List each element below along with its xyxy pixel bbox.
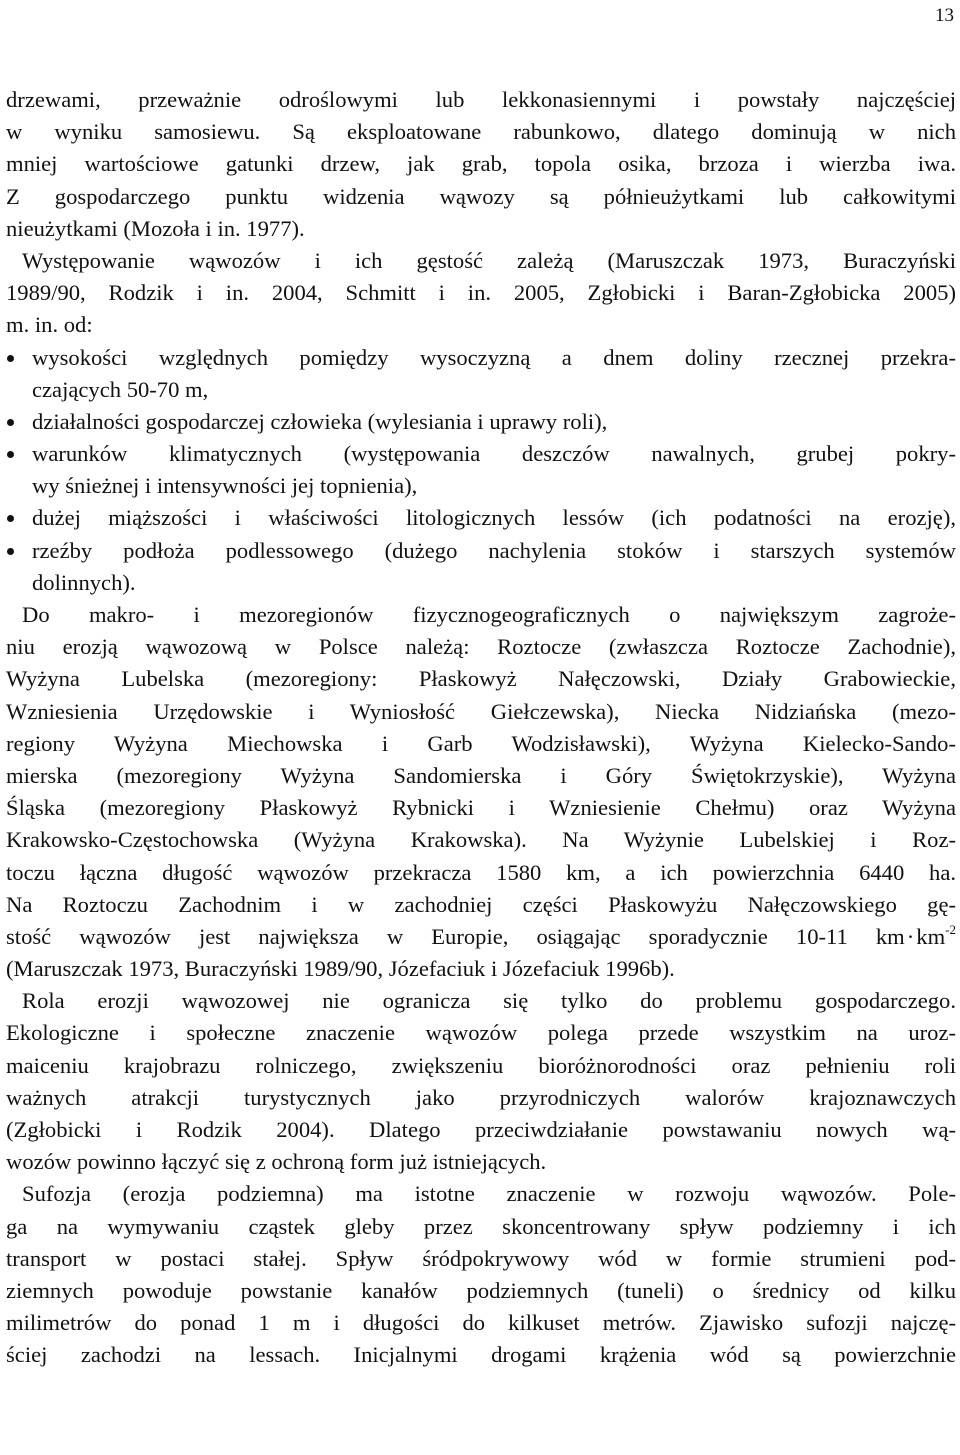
text-line: Krakowsko-Częstochowska (Wyżyna Krakowska). Na Wyżynie Lubelskiej i Roz- — [6, 827, 956, 853]
factor-list — [6, 342, 956, 600]
paragraph-5 — [6, 1178, 956, 1371]
text-line: ga na wymywaniu cząstek gleby przez skoncentrowany spływ podziemny i ich — [6, 1213, 956, 1239]
text-line: m. in. od: — [6, 312, 93, 338]
text-line: 1989/90, Rodzik i in. 2004, Schmitt i in. 2005, Zgłobicki i Baran-Zgłobicka 2005) — [6, 280, 956, 306]
text-line: ważnych atrakcji turystycznych jako przyrodniczych walorów krajoznawczych — [6, 1084, 956, 1110]
list-item — [6, 502, 956, 534]
text-line: transport w postaci stałej. Spływ śródpokrywowy wód w formie strumieni pod- — [6, 1245, 956, 1271]
text-line: wy śnieżnej i intensywności jej topnienia), — [32, 473, 418, 499]
text-line: Wyżyna Lubelska (mezoregiony: Płaskowyż Nałęczowski, Działy Grabowieckie, — [6, 666, 956, 692]
text-line-with-unit — [6, 921, 956, 953]
text-line: działalności gospodarczej człowieka (wylesiania i uprawy roli), — [32, 408, 608, 434]
text-line: czających 50-70 m, — [32, 376, 209, 402]
text-line: mniej wartościowe gatunki drzew, jak grab, topola osika, brzoza i wierzba iwa. — [6, 151, 956, 177]
text-line: toczu łączna długość wąwozów przekracza 1580 km, a ich powierzchnia 6440 ha. — [6, 859, 956, 885]
text-line: Sufozja (erozja podziemna) ma istotne znaczenie w rozwoju wąwozów. Pole- — [22, 1181, 956, 1207]
text-line: regiony Wyżyna Miechowska i Garb Wodzisławski), Wyżyna Kielecko-Sando- — [6, 730, 956, 756]
text-line: Rola erozji wąwozowej nie ogranicza się tylko do problemu gospodarczego. — [22, 988, 956, 1014]
list-item — [6, 406, 956, 438]
text-line: (Maruszczak 1973, Buraczyński 1989/90, Józefaciuk i Józefaciuk 1996b). — [6, 956, 675, 982]
text-line: ściej zachodzi na lessach. Inicjalnymi drogami krążenia wód są powierzchnie — [6, 1342, 956, 1368]
text-line: Śląska (mezoregiony Płaskowyż Rybnicki i Wzniesienie Chełmu) oraz Wyżyna — [6, 795, 956, 821]
text-line: Ekologiczne i społeczne znaczenie wąwozów polega przede wszystkim na uroz- — [6, 1020, 956, 1046]
exponent: -2 — [945, 921, 956, 937]
list-item — [6, 438, 956, 502]
text-line: w wyniku samosiewu. Są eksploatowane rabunkowo, dlatego dominują w nich — [6, 119, 956, 145]
multiplication-dot: · — [906, 923, 915, 949]
page-body — [6, 84, 956, 1372]
text-line: niu erozją wąwozową w Polsce należą: Roztocze (zwłaszcza Roztocze Zachodnie), — [6, 634, 956, 660]
text-line: warunków klimatycznych (występowania deszczów nawalnych, grubej pokry- — [32, 441, 956, 467]
list-item — [6, 535, 956, 599]
paragraph-1 — [6, 84, 956, 245]
text-line: dużej miąższości i właściwości litologicznych lessów (ich podatności na erozję), — [32, 505, 956, 531]
text-line: (Zgłobicki i Rodzik 2004). Dlatego przeciwdziałanie powstawaniu nowych wą- — [6, 1117, 956, 1142]
list-item — [6, 342, 956, 406]
text-line: Na Roztoczu Zachodnim i w zachodniej części Płaskowyżu Nałęczowskiego gę- — [6, 891, 956, 917]
text-line: drzewami, przeważnie odroślowymi lub lekkonasiennymi i powstały najczęściej — [6, 87, 956, 112]
text-line: nieużytkami (Mozoła i in. 1977). — [6, 215, 305, 241]
text-line: maiceniu krajobrazu rolniczego, zwiększeniu bioróżnorodności oraz pełnieniu roli — [6, 1052, 956, 1078]
text-line: mierska (mezoregiony Wyżyna Sandomierska i Góry Świętokrzyskie), Wyżyna — [6, 762, 956, 788]
text-line: rzeźby podłoża podlessowego (dużego nachylenia stoków i starszych systemów — [32, 537, 956, 563]
unit-text: km — [916, 923, 946, 949]
text-line: Wzniesienia Urzędowskie i Wyniosłość Giełczewska), Niecka Nidziańska (mezo- — [6, 698, 956, 724]
text-line: Do makro- i mezoregionów fizycznogeograficznych o największym zagroże- — [22, 602, 956, 627]
text-line: dolinnych). — [32, 569, 136, 595]
text-line: wozów powinno łączyć się z ochroną form już istniejących. — [6, 1149, 547, 1175]
paragraph-3 — [6, 599, 956, 985]
text-line: milimetrów do ponad 1 m i długości do kilkuset metrów. Zjawisko sufozji najczę- — [6, 1310, 956, 1336]
text-line: wysokości względnych pomiędzy wysoczyzną a dnem doliny rzecznej przekra- — [32, 344, 956, 370]
paragraph-2 — [6, 245, 956, 342]
text-line: Z gospodarczego punktu widzenia wąwozy są półnieużytkami lub całkowitymi — [6, 183, 956, 209]
text-line: ziemnych powoduje powstanie kanałów podziemnych (tuneli) o średnicy od kilku — [6, 1277, 956, 1303]
page-number: 13 — [935, 5, 954, 26]
paragraph-4 — [6, 985, 956, 1178]
text-line: Występowanie wąwozów i ich gęstość zależą (Maruszczak 1973, Buraczyński — [22, 247, 956, 273]
text-fragment: stość wąwozów jest największa w Europie, osiągając sporadycznie 10-11 km — [6, 923, 905, 949]
